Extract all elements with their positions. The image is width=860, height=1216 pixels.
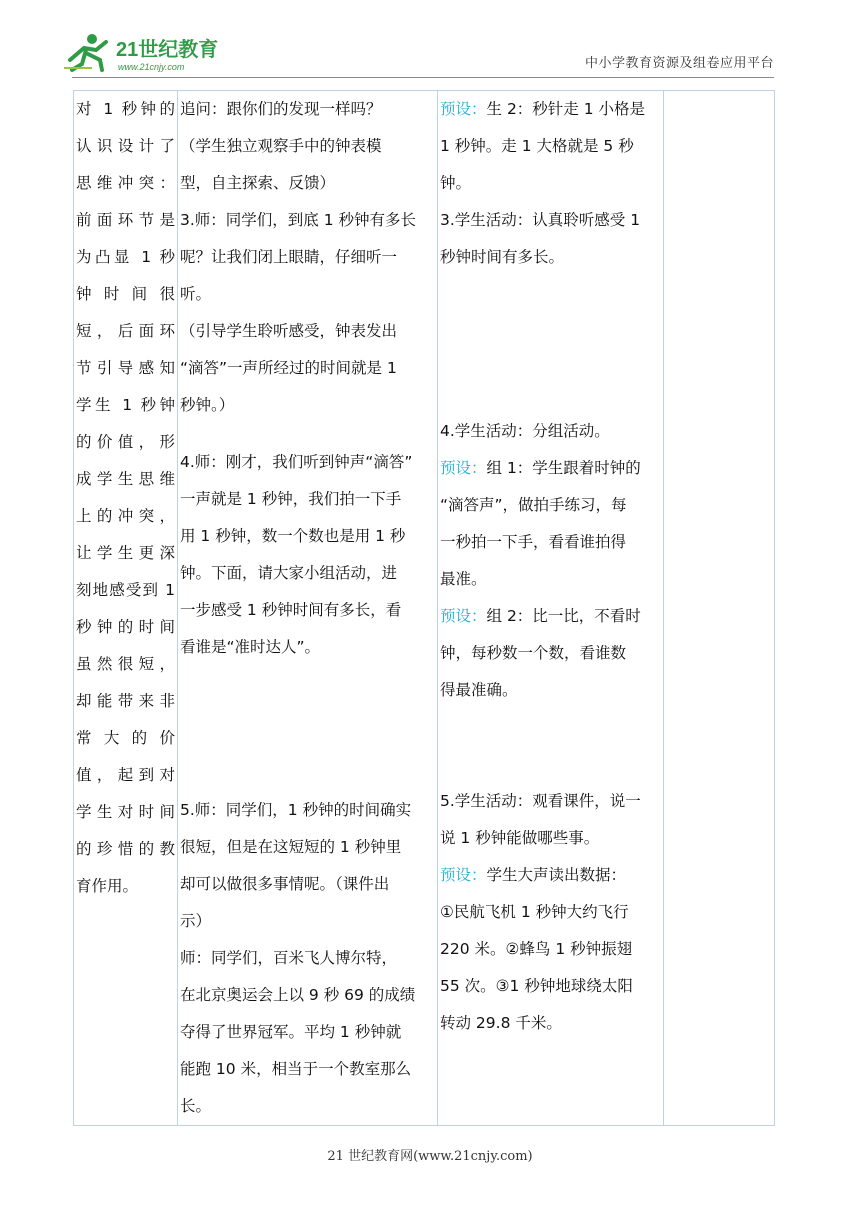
text-line: 在北京奥运会上以 9 秒 69 的成绩 bbox=[180, 986, 416, 1004]
text-line: 一步感受 1 秒钟时间有多长，看 bbox=[180, 601, 402, 619]
text-line: 4.学生活动：分组活动。 bbox=[440, 422, 610, 440]
text-line: 5.师：同学们，1 秒钟的时间确实 bbox=[180, 801, 412, 819]
text-line: 转动 29.8 千米。 bbox=[440, 1014, 562, 1032]
text-line: 却能带来非 bbox=[76, 692, 175, 710]
text-line: 示） bbox=[180, 912, 212, 930]
text-line: （学生独立观察手中的钟表模 bbox=[180, 137, 382, 155]
text-line: 预设：组 1：学生跟着时钟的 bbox=[440, 459, 641, 477]
text-line: 用 1 秒钟，数一个数也是用 1 秒 bbox=[180, 527, 406, 545]
student-activity-cell bbox=[438, 91, 664, 1126]
text-line: 钟。 bbox=[440, 174, 472, 192]
text-line: 却可以做很多事情呢。（课件出 bbox=[180, 875, 390, 893]
text-line: 能跑 10 米，相当于一个教室那么 bbox=[180, 1060, 412, 1078]
lesson-table bbox=[73, 90, 775, 1126]
preset-label: 预设： bbox=[440, 607, 487, 625]
text-line: 学生 1 秒钟 bbox=[76, 396, 175, 414]
text-line: 让学生更深 bbox=[76, 544, 175, 562]
text-line: 短，后面环 bbox=[76, 322, 175, 340]
text-line: 预设：学生大声读出数据： bbox=[440, 866, 627, 884]
table-row bbox=[74, 91, 775, 1126]
text-line: 的珍惜的教 bbox=[76, 840, 175, 858]
text-line: 育作用。 bbox=[76, 877, 139, 895]
text-line: 4.师：刚才，我们听到钟声“滴答” bbox=[180, 453, 413, 471]
text-line: 长。 bbox=[180, 1097, 212, 1115]
text-line: 节引导感知 bbox=[76, 359, 175, 377]
text-line: 刻地感受到 1 bbox=[76, 581, 175, 599]
text-line: 虽然很短， bbox=[76, 655, 175, 673]
text-line: 55 次。③1 秒钟地球绕太阳 bbox=[440, 977, 633, 995]
text-line: 常 大 的 价 bbox=[76, 729, 175, 747]
text-line: ①民航飞机 1 秒钟大约飞行 bbox=[440, 903, 629, 921]
text-line: 思维冲突： bbox=[76, 174, 175, 192]
preset-label: 预设： bbox=[440, 866, 487, 884]
text-line: 一秒拍一下手，看看谁拍得 bbox=[440, 533, 627, 551]
text-line: 说 1 秒钟能做哪些事。 bbox=[440, 829, 600, 847]
preset-label: 预设： bbox=[440, 100, 487, 118]
design-intent-cell bbox=[74, 91, 178, 1126]
teacher-activity-cell bbox=[178, 91, 438, 1126]
text-line: 钟 时 间 很 bbox=[76, 285, 175, 303]
text-line: 得最准确。 bbox=[440, 681, 518, 699]
preset-label: 预设： bbox=[440, 459, 487, 477]
platform-name: 中小学教育资源及组卷应用平台 bbox=[584, 56, 774, 71]
text-line: 一声就是 1 秒钟，我们拍一下手 bbox=[180, 490, 402, 508]
text-line: 5.学生活动：观看课件，说一 bbox=[440, 792, 641, 810]
text-line: 钟，每秒数一个数，看谁数 bbox=[440, 644, 627, 662]
logo-url: www.21cnjy.com bbox=[118, 62, 185, 72]
text-line: 秒钟。） bbox=[180, 396, 235, 414]
text-line: 看谁是“准时达人”。 bbox=[180, 638, 321, 656]
text-line: 3.学生活动：认真聆听感受 1 bbox=[440, 211, 641, 229]
text-line: 很短，但是在这短短的 1 秒钟里 bbox=[180, 838, 402, 856]
text-line: 最准。 bbox=[440, 570, 487, 588]
text-line: 3.师：同学们，到底 1 秒钟有多长 bbox=[180, 211, 417, 229]
text-line: 前面环节是 bbox=[76, 211, 175, 229]
runner-icon bbox=[64, 34, 106, 70]
header-divider bbox=[72, 77, 774, 78]
logo-text: 21世纪教育 bbox=[116, 39, 219, 61]
text-line: 认识设计了 bbox=[76, 137, 175, 155]
text-line: 秒钟的时间 bbox=[76, 618, 175, 636]
text-line: 对 1 秒钟的 bbox=[76, 100, 175, 118]
text-line: 钟。下面，请大家小组活动，进 bbox=[180, 564, 398, 582]
text-line: 型，自主探索、反馈） bbox=[180, 174, 336, 192]
text-line: （引导学生聆听感受，钟表发出 bbox=[180, 322, 398, 340]
text-line: 呢？让我们闭上眼睛，仔细听一 bbox=[180, 248, 398, 266]
site-logo bbox=[62, 30, 232, 74]
text-line: 预设：生 2：秒针走 1 小格是 bbox=[440, 100, 646, 118]
text-line: 上的冲突， bbox=[76, 507, 175, 525]
text-line: 值，起到对 bbox=[76, 766, 175, 784]
text-line: 夺得了世界冠军。平均 1 秒钟就 bbox=[180, 1023, 402, 1041]
text-line: 为凸显 1 秒 bbox=[76, 248, 175, 266]
text-line: 师：同学们，百米飞人博尔特， bbox=[180, 949, 398, 967]
text-line: 预设：组 2：比一比，不看时 bbox=[440, 607, 641, 625]
text-line: 1 秒钟。走 1 大格就是 5 秒 bbox=[440, 137, 634, 155]
empty-notes-cell bbox=[664, 91, 775, 1126]
text-line: 秒钟时间有多长。 bbox=[440, 248, 565, 266]
text-line: 追问：跟你们的发现一样吗？ bbox=[180, 100, 382, 118]
text-line: 听。 bbox=[180, 285, 212, 303]
text-line: 220 米。②蜂鸟 1 秒钟振翅 bbox=[440, 940, 633, 958]
text-line: “滴答”一声所经过的时间就是 1 bbox=[180, 359, 397, 377]
text-line: “滴答声”，做拍手练习，每 bbox=[440, 496, 627, 514]
page-footer: 21 世纪教育网(www.21cnjy.com) bbox=[327, 1149, 533, 1164]
text-line: 的价值，形 bbox=[76, 433, 175, 451]
text-line: 成学生思维 bbox=[76, 470, 175, 488]
text-line: 学生对时间 bbox=[76, 803, 175, 821]
